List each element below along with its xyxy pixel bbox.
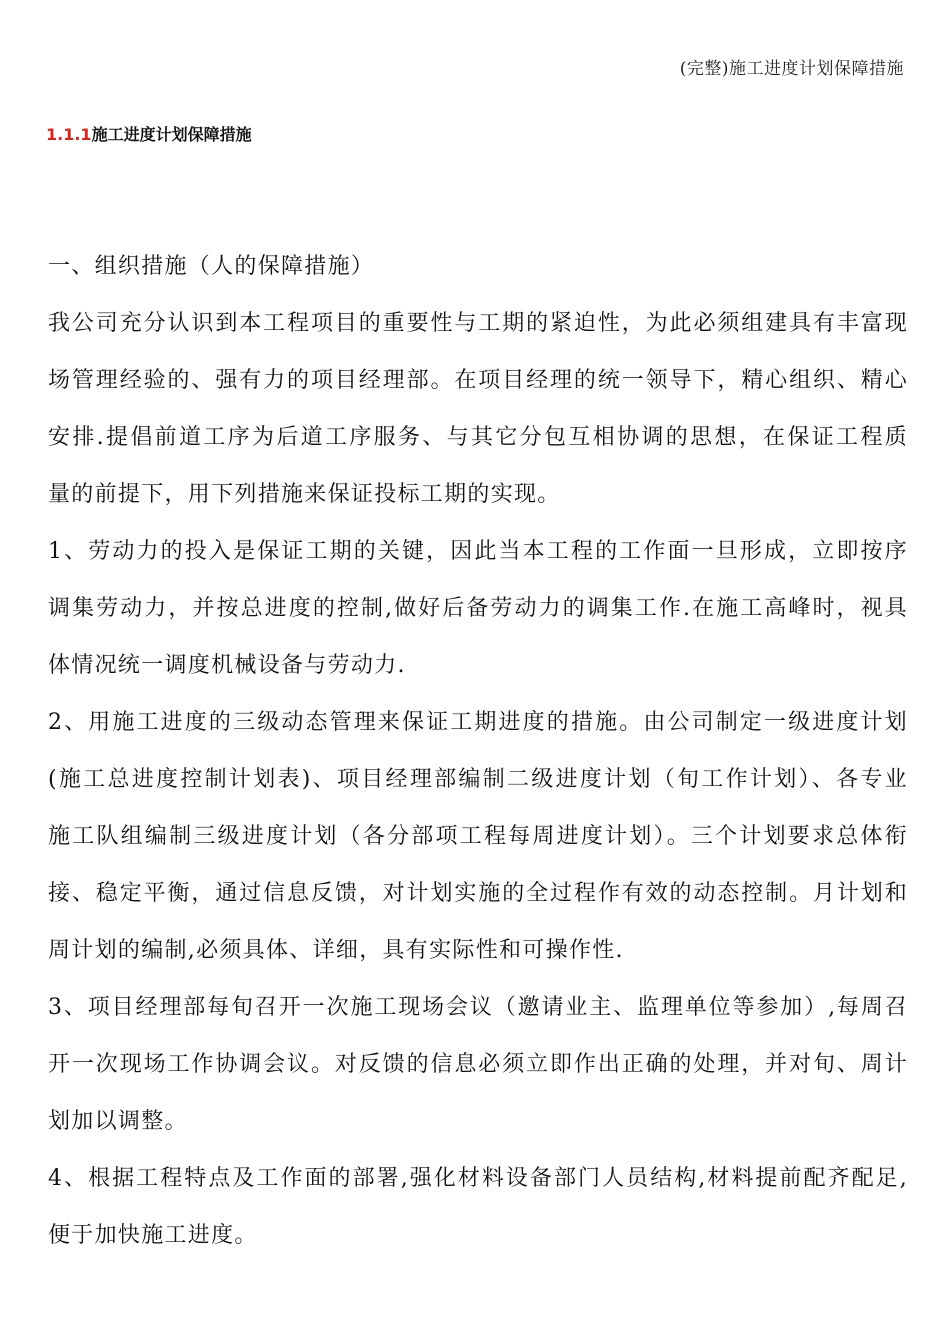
item-1-line: 1、劳动力的投入是保证工期的关键，因此当本工程的工作面一旦形成，立即按序 (48, 539, 908, 564)
item-3-line: 开一次现场工作协调会议。对反馈的信息必须立即作出正确的处理，并对旬、周计 (48, 1052, 908, 1077)
item-4-line: 4、根据工程特点及工作面的部署,强化材料设备部门人员结构,材料提前配齐配足, (48, 1166, 908, 1191)
item-3-line: 3、项目经理部每旬召开一次施工现场会议（邀请业主、监理单位等参加）,每周召 (48, 995, 908, 1020)
paragraph-line: 安排.提倡前道工序为后道工序服务、与其它分包互相协调的思想，在保证工程质 (48, 425, 908, 450)
document-body (48, 247, 908, 1273)
item-4-line: 便于加快施工进度。 (48, 1223, 258, 1248)
item-1-line: 体情况统一调度机械设备与劳动力. (48, 653, 406, 678)
running-header: (完整)施工进度计划保障措施 (679, 59, 904, 79)
section-title: 施工进度计划保障措施 (91, 125, 252, 144)
item-2-line: 2、用施工进度的三级动态管理来保证工期进度的措施。由公司制定一级进度计划 (48, 710, 908, 735)
paragraph-line: 场管理经验的、强有力的项目经理部。在项目经理的统一领导下，精心组织、精心 (48, 368, 908, 393)
item-2-line: (施工总进度控制计划表)、项目经理部编制二级进度计划（旬工作计划）、各专业 (48, 767, 908, 792)
section-number: 1.1.1 (46, 125, 92, 144)
item-2-line: 周计划的编制,必须具体、详细，具有实际性和可操作性. (48, 938, 624, 963)
item-1-line: 调集劳动力，并按总进度的控制,做好后备劳动力的调集工作.在施工高峰时，视具 (48, 596, 908, 621)
section-heading (46, 122, 252, 145)
paragraph-line: 我公司充分认识到本工程项目的重要性与工期的紧迫性，为此必须组建具有丰富现 (48, 311, 908, 336)
item-2-line: 施工队组编制三级进度计划（各分部项工程每周进度计划）。三个计划要求总体衔 (48, 824, 908, 849)
item-2-line: 接、稳定平衡，通过信息反馈，对计划实施的全过程作有效的动态控制。月计划和 (48, 881, 908, 906)
item-3-line: 划加以调整。 (48, 1109, 188, 1134)
subheading: 一、组织措施（人的保障措施） (48, 254, 375, 279)
paragraph-line: 量的前提下，用下列措施来保证投标工期的实现。 (48, 482, 561, 507)
